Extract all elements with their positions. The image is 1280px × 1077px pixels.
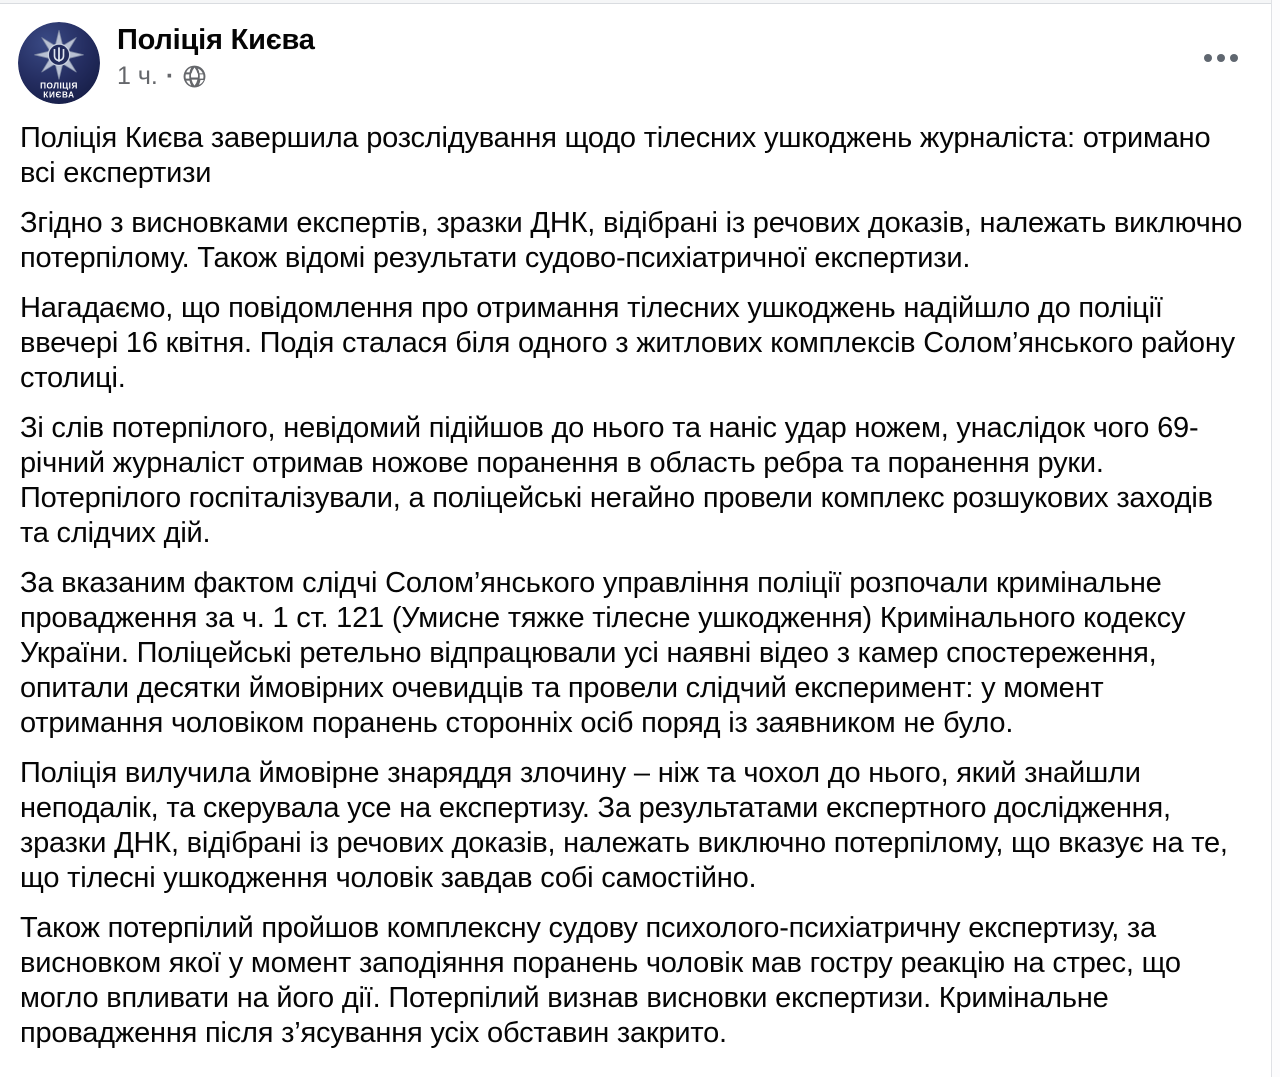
post-paragraph: За вказаним фактом слідчі Солом’янського управління поліції розпочали кримінальне провадження за ч. 1 ст. 121 (Умисне тяжке тілесне ушкодження) Кримінального кодексу України. Поліцейські ретельно відпрацювали усі наявні відео з камер спостереження, опитали десятки ймовірних очевидців та провели слідчий експеримент: у момент отримання чоловіком поранень сторонніх осіб поряд із заявником не було. [20, 567, 1194, 739]
post-paragraph: Згідно з висновками експертів, зразки ДНК, відібрані із речових доказів, належать виключно потерпілому. Також відомі результати судово-психіатричної експертизи. [20, 207, 1251, 274]
header-meta [117, 22, 315, 91]
timestamp[interactable]: 1 ч. [117, 62, 158, 91]
post-meta-row [117, 62, 315, 91]
post-paragraph: Також потерпілий пройшов комплексну судову психолого-психіатричну експертизу, за висновком якої у момент заподіяння поранень чоловік мав гостру реакцію на стрес, що могло впливати на його дії. Потерпілий визнав висновки експертизи. Кримінальне провадження після з’ясування усіх обставин закрито. [20, 912, 1189, 1049]
avatar-text-line1: ПОЛІЦІЯ [40, 81, 78, 91]
post-header [18, 22, 1244, 104]
post-paragraph: Нагадаємо, що повідомлення про отримання тілесних ушкоджень надійшло до поліції ввечері 16 квітня. Подія сталася біля одного з житлових комплексів Солом’янського району столиці. [20, 292, 1243, 394]
author-name[interactable]: Поліція Києва [117, 24, 315, 56]
ellipsis-icon [1204, 54, 1212, 62]
post-text [20, 121, 1251, 1066]
card-top-border [0, 0, 1280, 4]
right-gutter [1272, 0, 1280, 1077]
globe-icon [182, 64, 207, 89]
right-divider [1271, 0, 1272, 1077]
more-options-button[interactable] [1198, 44, 1244, 72]
avatar-text-line2: КИЄВА [43, 90, 75, 100]
police-logo-icon [18, 22, 100, 104]
avatar[interactable] [18, 22, 100, 104]
post-paragraph: Поліція Києва завершила розслідування щодо тілесних ушкоджень журналіста: отримано всі експертизи [20, 122, 1219, 189]
post-paragraph: Зі слів потерпілого, невідомий підійшов до нього та наніс удар ножем, унаслідок чого 69-річний журналіст отримав ножове поранення в область ребра та поранення руки. Потерпілого госпіталізували, а поліцейські негайно провели комплекс розшукових заходів та слідчих дій. [20, 412, 1221, 549]
meta-separator: · [165, 62, 175, 91]
post-paragraph: Поліція вилучила ймовірне знаряддя злочину – ніж та чохол до нього, який знайшли неподалік, та скерувала усе на експертизу. За результатами експертного дослідження, зразки ДНК, відібрані із речових доказів, належать виключно потерпілому, що вказує на те, що тілесні ушкодження чоловік завдав собі самостійно. [20, 757, 1236, 894]
